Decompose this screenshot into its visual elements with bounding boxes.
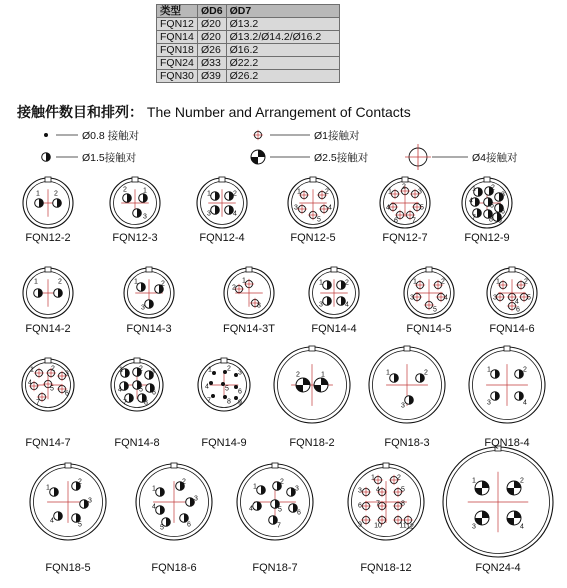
connector-fqn12-2: [23, 177, 73, 228]
contact-number-label: 5: [139, 386, 143, 394]
contact-number-label: 5: [50, 385, 54, 393]
connector-name-label: FQN12-4: [199, 232, 245, 244]
contact-number-label: 6: [65, 390, 69, 398]
contact-number-label: 1: [321, 371, 325, 379]
connector-keyway: [246, 267, 252, 272]
contact-number-label: 1: [253, 483, 257, 491]
connector-fqn14-3: [124, 267, 174, 318]
contact-number-label: 5: [401, 486, 405, 494]
contact-number-label: 1: [143, 187, 147, 195]
contact-quarter-fill: [258, 150, 265, 157]
connector-fqn14-4: [309, 267, 359, 318]
connector-fqn12-5: [288, 177, 338, 228]
contact-number-label: 4: [205, 383, 209, 391]
connector-keyway: [402, 177, 408, 182]
contact-number-label: 4: [50, 517, 54, 525]
contact-number-label: 9: [498, 217, 502, 225]
contact-number-label: 3: [194, 495, 198, 503]
connector-fqn14-3t: [224, 267, 274, 318]
contact-number-label: 3: [294, 204, 298, 212]
contact-number-label: 4: [249, 505, 253, 513]
cell-d6: Ø33: [198, 57, 227, 70]
connector-name-label: FQN18-6: [151, 562, 197, 574]
contact-dot: [212, 371, 216, 375]
connector-name-label: FQN14-4: [311, 323, 357, 335]
connector-name-label: FQN14-9: [201, 437, 247, 449]
cell-type: FQN24: [157, 57, 198, 70]
contact-number-label: 2: [161, 280, 165, 288]
cell-d6: Ø20: [198, 31, 227, 44]
contact-number-label: 2: [397, 474, 401, 482]
contact-number-label: 1: [46, 484, 50, 492]
connector-name-label: FQN14-3T: [223, 323, 275, 335]
cell-d6: Ø26: [198, 44, 227, 57]
contact-number-label: 3: [472, 523, 476, 531]
contact-number-label: 3: [143, 213, 147, 221]
connector-fqn14-9: [198, 358, 250, 411]
contact-number-label: 3: [295, 485, 299, 493]
connector-keyway: [65, 463, 71, 468]
cell-d7: Ø16.2: [226, 44, 339, 57]
cell-type: FQN18: [157, 44, 198, 57]
cell-d7: Ø22.2: [226, 57, 339, 70]
contact-number-label: 6: [152, 389, 156, 397]
connector-name-label: FQN12-2: [25, 232, 71, 244]
contact-number-label: 4: [118, 386, 122, 394]
contact-number-label: 3: [151, 368, 155, 376]
contact-number-label: 3: [88, 497, 92, 505]
contact-number-label: 2: [424, 369, 428, 377]
contact-number-label: 4: [328, 204, 332, 212]
connector-keyway: [171, 463, 177, 468]
connector-fqn14-6: [487, 267, 537, 318]
legend-label-large-cross: Ø4接触对: [472, 152, 518, 164]
contact-number-label: 3: [257, 302, 261, 310]
contact-number-label: 1: [319, 279, 323, 287]
contact-number-label: 8: [144, 399, 148, 407]
connector-name-label: FQN18-5: [45, 562, 91, 574]
contact-number-label: 3: [65, 370, 69, 378]
contact-number-label: 2: [402, 183, 406, 191]
contact-number-label: 5: [160, 524, 164, 532]
contact-number-label: 1: [134, 278, 138, 286]
cell-d7: Ø13.2: [226, 18, 339, 31]
contact-number-label: 4: [444, 294, 448, 302]
contact-dot: [209, 381, 213, 385]
contact-number-label: 3: [141, 304, 145, 312]
connector-name-label: FQN18-12: [360, 562, 412, 574]
connector-keyway: [504, 346, 510, 351]
contact-number-label: 2: [78, 478, 82, 486]
contact-number-label: 5: [433, 306, 437, 314]
contact-number-label: 7: [277, 522, 281, 530]
contact-number-label: 6: [501, 208, 505, 216]
contact-number-label: 1: [30, 366, 34, 374]
contact-number-label: 11: [399, 522, 407, 530]
legend-symbol-quarter: [251, 150, 265, 164]
contact-number-label: 1: [413, 278, 417, 286]
cell-d7: Ø13.2/Ø14.2/Ø16.2: [226, 31, 339, 44]
connector-fqn14-7: [22, 358, 74, 411]
contact-number-label: 2: [51, 365, 55, 373]
contact-number-label: 4: [152, 503, 156, 511]
contact-number-label: 7: [123, 399, 127, 407]
contact-number-label: 4: [469, 197, 473, 205]
contact-number-label: 8: [227, 398, 231, 406]
contact-quarter-fill: [251, 157, 258, 164]
header-type: 类型: [157, 5, 198, 18]
header-d7: ØD7: [226, 5, 339, 18]
contact-number-label: 2: [523, 366, 527, 374]
contact-number-label: 2: [54, 190, 58, 198]
connector-name-label: FQN24-4: [475, 562, 521, 574]
connector-fqn12-9: [462, 177, 512, 228]
contact-number-label: 3: [418, 188, 422, 196]
contact-number-label: 1: [388, 188, 392, 196]
connector-name-label: FQN14-5: [406, 323, 452, 335]
contact-number-label: 1: [487, 366, 491, 374]
contact-number-label: 5: [317, 216, 321, 224]
contact-dot: [44, 133, 48, 137]
contact-number-label: 5: [490, 202, 494, 210]
contact-number-label: 3: [358, 487, 362, 495]
connector-keyway: [45, 358, 51, 363]
connector-fqn18-7: [237, 463, 313, 540]
contact-number-label: 6: [297, 509, 301, 517]
contact-number-label: 2: [58, 278, 62, 286]
connector-keyway: [219, 177, 225, 182]
connector-name-label: FQN12-7: [382, 232, 428, 244]
contact-number-label: 5: [420, 204, 424, 212]
connector-keyway: [310, 177, 316, 182]
contact-number-label: 6: [238, 388, 242, 396]
legend-symbol-large: [405, 144, 431, 170]
legend-symbol-half: [42, 153, 51, 162]
connector-keyway: [146, 267, 152, 272]
contact-number-label: 1: [36, 190, 40, 198]
contact-number-label: 7: [36, 399, 40, 407]
contact-number-label: 7: [472, 214, 476, 222]
connector-keyway: [221, 358, 227, 363]
contact-number-label: 3: [238, 369, 242, 377]
contact-number-label: 1: [152, 485, 156, 493]
contact-number-label: 1: [242, 277, 246, 285]
connector-fqn18-5: [30, 463, 106, 540]
connector-name-label: FQN18-3: [384, 437, 430, 449]
connector-fqn14-8: [111, 358, 163, 411]
connector-name-label: FQN14-6: [489, 323, 535, 335]
contact-number-label: 3: [487, 399, 491, 407]
contact-number-label: 8: [489, 216, 493, 224]
connector-name-label: FQN14-8: [114, 437, 160, 449]
connector-fqn24-4: [443, 446, 553, 557]
cell-type: FQN12: [157, 18, 198, 31]
legend-label-quarter-circle: Ø2.5接触对: [314, 152, 369, 164]
contact-number-label: 2: [123, 186, 127, 194]
contact-number-label: 1: [386, 369, 390, 377]
connector-keyway: [383, 463, 389, 468]
contact-number-label: 9: [238, 399, 242, 407]
legend-label-small-cross: Ø1接触对: [314, 130, 360, 142]
connector-keyway: [426, 267, 432, 272]
connector-name-label: FQN12-5: [290, 232, 336, 244]
connector-fqn18-6: [136, 463, 212, 540]
connector-fqn18-2: [274, 346, 350, 423]
contact-number-label: 3: [410, 294, 414, 302]
connector-keyway: [484, 177, 490, 182]
contact-number-label: 1: [472, 477, 476, 485]
cell-type: FQN14: [157, 31, 198, 44]
contact-number-label: 2: [345, 279, 349, 287]
contact-number-label: 2: [520, 477, 524, 485]
connector-name-label: FQN14-3: [126, 323, 172, 335]
connector-keyway: [309, 346, 315, 351]
contact-number-label: 4: [523, 399, 527, 407]
contact-number-label: 5: [527, 294, 531, 302]
contact-number-label: 7: [207, 397, 211, 405]
connector-name-label: FQN12-9: [464, 232, 510, 244]
contact-number-label: 2: [441, 278, 445, 286]
contact-number-label: 1: [496, 278, 500, 286]
contact-number-label: 2: [325, 188, 329, 196]
contact-dot: [211, 394, 215, 398]
contact-number-label: 2: [232, 284, 236, 292]
legend-symbol-small: [253, 130, 263, 140]
connector-name-label: FQN18-7: [252, 562, 298, 574]
connector-keyway: [331, 267, 337, 272]
contact-number-label: 7: [412, 217, 416, 225]
contact-number-label: 1: [297, 188, 301, 196]
contact-number-label: 2: [296, 371, 300, 379]
connector-name-label: FQN12-3: [112, 232, 158, 244]
legend-label-dot: Ø0.8 接触对: [82, 130, 140, 142]
contact-number-label: 5: [78, 521, 82, 529]
connector-keyway: [509, 267, 515, 272]
contact-number-label: 8: [401, 500, 405, 508]
contact-number-label: 1: [472, 185, 476, 193]
contact-number-label: 2: [491, 184, 495, 192]
connector-fqn14-5: [404, 267, 454, 318]
connector-name-label: FQN18-2: [289, 437, 335, 449]
connector-keyway: [45, 267, 51, 272]
cell-d7: Ø26.2: [226, 70, 339, 83]
section-title-en: The Number and Arrangement of Contacts: [146, 104, 411, 120]
connector-fqn18-12: [348, 463, 424, 540]
contact-number-label: 12: [406, 523, 414, 531]
contact-number-label: 9: [358, 521, 362, 529]
contact-number-label: 2: [524, 278, 528, 286]
contact-number-label: 2: [280, 478, 284, 486]
section-title-zh: 接触件数目和排列：: [17, 104, 143, 120]
contact-number-label: 1: [208, 366, 212, 374]
connector-keyway: [45, 177, 51, 182]
contact-number-label: 3: [319, 301, 323, 309]
contact-number-label: 3: [401, 402, 405, 410]
connector-keyway: [404, 346, 410, 351]
contact-number-label: 1: [371, 474, 375, 482]
contact-number-label: 3: [207, 210, 211, 218]
contact-number-label: 3: [493, 294, 497, 302]
connector-fqn14-2: [23, 267, 73, 318]
cell-type: FQN30: [157, 70, 198, 83]
connector-fqn18-3: [369, 346, 445, 423]
header-d6: ØD6: [198, 5, 227, 18]
contact-number-label: 3: [501, 191, 505, 199]
connector-keyway: [134, 358, 140, 363]
contact-number-label: 4: [233, 210, 237, 218]
contact-number-label: 4: [386, 204, 390, 212]
contact-number-label: 5: [225, 385, 229, 393]
contact-number-label: 6: [358, 502, 362, 510]
connector-name-label: FQN14-2: [25, 323, 71, 335]
contact-number-label: 4: [345, 301, 349, 309]
legend-label-half-circle: Ø1.5接触对: [82, 152, 137, 164]
connector-name-label: FQN18-4: [484, 437, 530, 449]
connector-fqn12-3: [110, 177, 160, 228]
connector-keyway: [272, 463, 278, 468]
contact-number-label: 2: [182, 478, 186, 486]
contact-number-label: 4: [376, 486, 380, 494]
connector-fqn12-4: [197, 177, 247, 228]
connector-keyway: [132, 177, 138, 182]
contact-number-label: 4: [515, 298, 519, 306]
contact-number-label: 10: [374, 522, 382, 530]
connector-fqn12-7: [380, 177, 430, 228]
contact-number-label: 6: [187, 521, 191, 529]
contact-number-label: 2: [233, 190, 237, 198]
legend-symbol-dot: [44, 133, 48, 137]
contact-number-label: 1: [34, 278, 38, 286]
contact-number-label: 6: [394, 217, 398, 225]
contact-number-label: 7: [376, 500, 380, 508]
cell-d6: Ø20: [198, 18, 227, 31]
contact-number-label: 4: [28, 379, 32, 387]
cell-d6: Ø39: [198, 70, 227, 83]
contact-number-label: 2: [139, 365, 143, 373]
contact-number-label: 1: [207, 190, 211, 198]
connector-name-label: FQN14-7: [25, 437, 71, 449]
contact-number-label: 5: [278, 506, 282, 514]
contact-number-label: 2: [227, 365, 231, 373]
contact-number-label: 6: [516, 306, 520, 314]
connector-fqn18-4: [469, 346, 545, 423]
contact-number-label: 4: [520, 523, 524, 531]
contact-number-label: 1: [119, 366, 123, 374]
